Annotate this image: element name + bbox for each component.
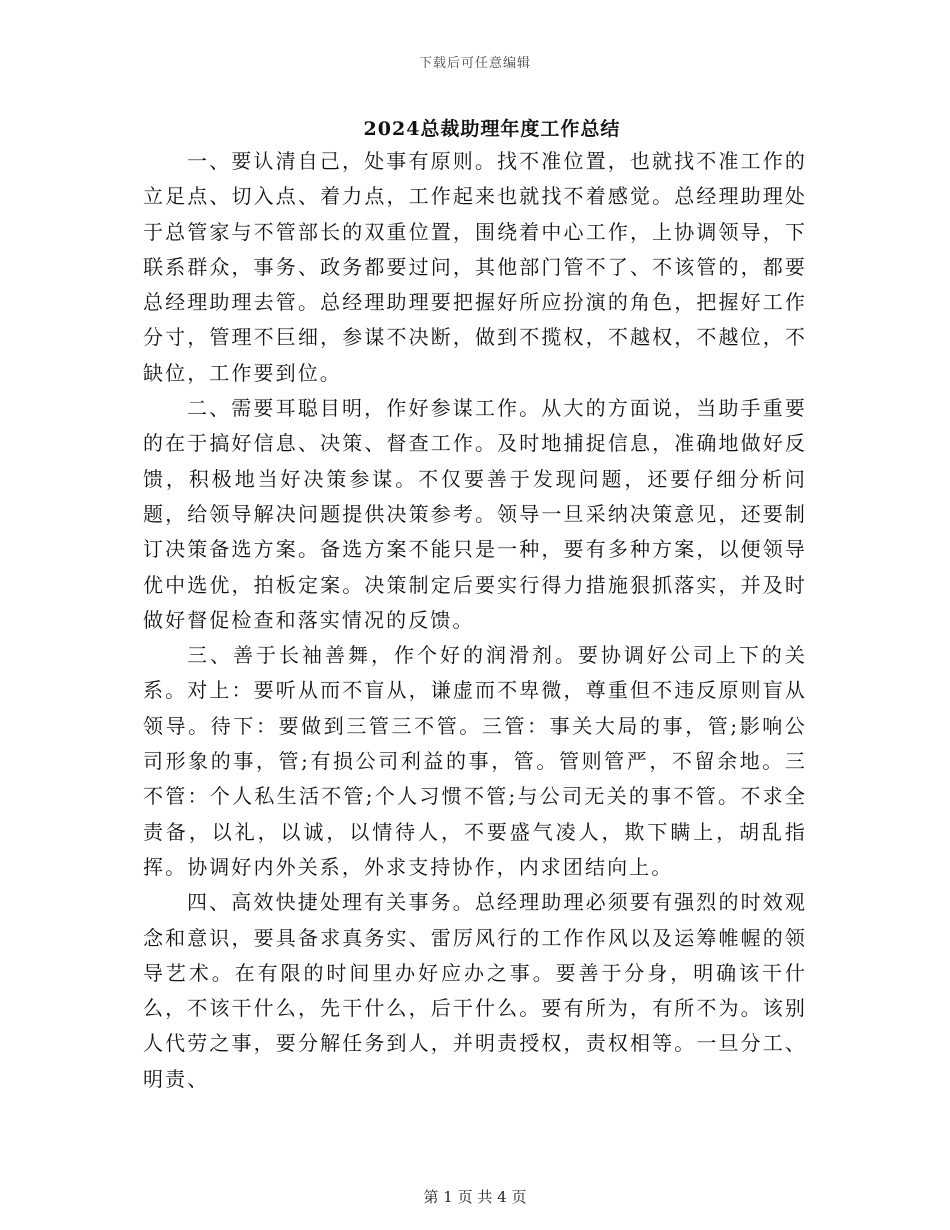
paragraph-1: 一、要认清自己，处事有原则。找不准位置，也就找不准工作的立足点、切入点、着力点，工作起来也就找不着感觉。总经理助理处于总管家与不管部长的双重位置，围绕着中心工作，上协调领导，下联系群众，事务、政务都要过问，其他部门管不了、不该管的，都要总经理助理去管。总经理助理要把握好所应扮演的角色，把握好工作分寸，管理不巨细，参谋不决断，做到不揽权，不越权，不越位，不缺位，工作要到位。: [143, 149, 807, 385]
page-header-note: 下载后可任意编辑: [418, 56, 531, 71]
document-title: 2024总裁助理年度工作总结: [363, 118, 621, 140]
page-number-footer: 第 1 页 共 4 页: [423, 1188, 527, 1206]
document-body: [143, 144, 807, 1097]
paragraph-2: 二、需要耳聪目明，作好参谋工作。从大的方面说，当助手重要的在于搞好信息、决策、督查工作。及时地捕捉信息，准确地做好反馈，积极地当好决策参谋。不仅要善于发现问题，还要仔细分析问题，给领导解决问题提供决策参考。领导一旦采纳决策意见，还要制订决策备选方案。备选方案不能只是一种，要有多种方案，以便领导优中选优，拍板定案。决策制定后要实行得力措施狠抓落实，并及时做好督促检查和落实情况的反馈。: [143, 396, 807, 632]
paragraph-4: 四、高效快捷处理有关事务。总经理助理必须要有强烈的时效观念和意识，要具备求真务实、雷厉风行的工作作风以及运筹帷幄的领导艺术。在有限的时间里办好应办之事。要善于分身，明确该干什么，不该干什么，先干什么，后干什么。要有所为，有所不为。该别人代劳之事，要分解任务到人，并明责授权，责权相等。一旦分工、明责、: [143, 890, 807, 1091]
paragraph-3: 三、善于长袖善舞，作个好的润滑剂。要协调好公司上下的关系。对上：要听从而不盲从，谦虚而不卑微，尊重但不违反原则盲从领导。待下：要做到三管三不管。三管：事关大局的事，管;影响公司形象的事，管;有损公司利益的事，管。管则管严，不留余地。三不管：个人私生活不管;个人习惯不管;与公司无关的事不管。不求全责备，以礼，以诚，以情待人，不要盛气凌人，欺下瞒上，胡乱指挥。协调好内外关系，外求支持协作，内求团结向上。: [143, 643, 807, 879]
